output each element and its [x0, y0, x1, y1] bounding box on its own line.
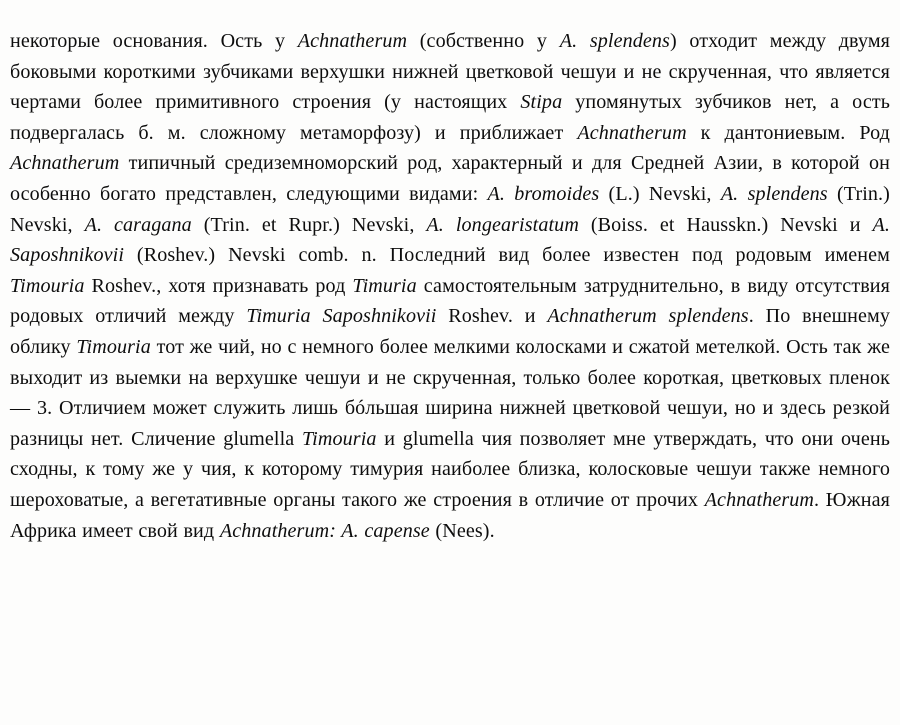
italic-term: Timouria	[76, 336, 151, 359]
text-run: (Boiss. et Hausskn.) Nevski и	[578, 213, 873, 236]
italic-term: A. bromoides	[487, 183, 600, 206]
text-run: некоторые основания. Ость у	[10, 30, 298, 53]
italic-term: Timuria	[352, 274, 417, 297]
italic-term: Achnatherum	[297, 30, 408, 53]
text-run: (собственно у	[407, 30, 560, 53]
italic-term: A. caragana	[84, 213, 192, 236]
italic-term: A. Saposhnikovii	[10, 213, 890, 267]
text-run: (Nees).	[429, 519, 495, 542]
italic-term: A. splendens	[720, 183, 828, 206]
text-run: (L.) Nevski,	[599, 183, 721, 206]
body-paragraph	[10, 26, 890, 546]
text-run: Roshev., хотя признавать род	[84, 274, 353, 297]
italic-term: Achnatherum: A. capense	[219, 519, 430, 542]
italic-term: Stipa	[520, 91, 563, 114]
text-run: (Trin.) Nevski,	[10, 183, 890, 236]
text-run: . По внешнему облику	[10, 305, 890, 359]
text-run: ) отходит между двумя боковыми короткими зубчиками верхушки нижней цветковой чешуи и не скрученная, что является чертами более примитивного строения (у настоящих	[10, 30, 890, 114]
italic-term: Timouria	[302, 427, 377, 450]
italic-term: Timouria	[10, 274, 85, 297]
text-run: Roshev. и	[436, 305, 548, 328]
italic-term: A. longearistatum	[426, 213, 579, 236]
italic-term: Achnatherum	[577, 121, 687, 144]
text-run: тот же чий, но с немного более мелкими колосками и сжатой метелкой. Ость так же выходит из выемки на верхушке чешуи и не скрученная, только более короткая, цветковых пленок — 3. Отличием может служить лишь бóльшая ширина нижней цветковой чешуи, но и здесь резкой разницы нет. Сличение glumella	[10, 336, 890, 450]
text-run: самостоятельным затруднительно, в виду отсутствия родовых отличий между	[10, 274, 890, 328]
text-run: и glumella чия позволяет мне утверждать, что они очень сходны, к тому же у чия, к которому тимурия наиболее близка, колосковые чешуи также немного шероховатые, а вегетативные органы такого же строения в отличие от прочих	[10, 427, 890, 511]
text-run: к дантониевым. Род	[686, 121, 890, 144]
text-run: типичный средиземноморский род, характерный и для Средней Азии, в которой он особенно богато представлен, следующими видами:	[10, 152, 890, 206]
text-run: упомянутых зубчиков нет, а ость подвергалась б. м. сложному метаморфозу) и приближает	[10, 91, 890, 144]
text-run: (Roshev.) Nevski comb. n. Последний вид более известен под родовым именем	[124, 244, 890, 267]
italic-term: Achnatherum splendens	[547, 305, 749, 328]
text-run: . Южная Африка имеет свой вид	[10, 489, 890, 542]
italic-term: A. splendens	[559, 30, 670, 53]
italic-term: Achnatherum	[704, 489, 815, 511]
text-run: (Trin. et Rupr.) Nevski,	[191, 213, 427, 236]
italic-term: Timuria Saposhnikovii	[246, 305, 437, 328]
italic-term: Achnatherum	[10, 152, 120, 175]
